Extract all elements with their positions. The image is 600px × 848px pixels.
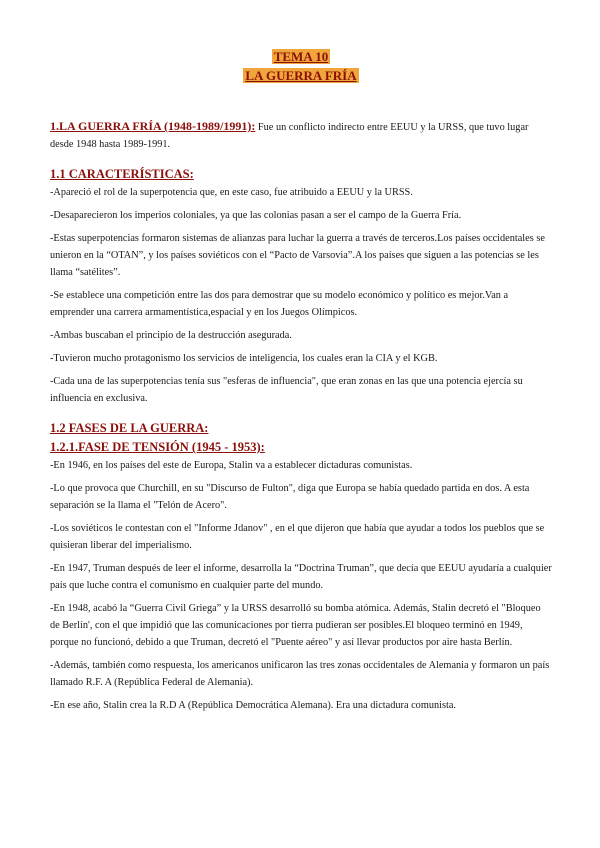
paragraph: -Los soviéticos le contestan con el "Informe Jdanov" , en el que dijeron que había que ayudar a todos los pueblos que se quisieran liberar del imperialismo. <box>50 523 545 551</box>
intro-text: Fue un conflicto indirecto entre EEUU y la URSS, que tuvo lugar desde 1948 hasta 1989-1991. <box>50 122 529 150</box>
intro-paragraph <box>50 118 552 153</box>
paragraph: -Estas superpotencias formaron sistemas de alianzas para luchar la guerra a través de terceros.Los países occidentales se unieron en la “OTAN”, y los países soviéticos con el “Pacto de Varsovia”.A los países que siguen a las potencias se les llama “satélites”. <box>50 233 545 278</box>
subsection-heading-tension: 1.2.1.FASE DE TENSIÓN (1945 - 1953): <box>50 440 265 454</box>
paragraph: -Apareció el rol de la superpotencia que, en este caso, fue atribuido a EEUU y la URSS. <box>50 187 413 198</box>
paragraph: -En 1946, en los países del este de Europa, Stalin va a establecer dictaduras comunistas. <box>50 460 413 471</box>
paragraph: -En ese año, Stalin crea la R.D A (República Democrática Alemana). Era una dictadura comunista. <box>50 700 457 711</box>
title-block <box>50 48 552 86</box>
paragraph: -Tuvieron mucho protagonismo los servicios de inteligencia, los cuales eran la CIA y el KGB. <box>50 353 438 364</box>
paragraph: -En 1947, Truman después de leer el informe, desarrolla la “Doctrina Truman”, que decía que EEUU ayudaría a cualquier país que luche contra el comunismo en cualquier parte del mundo. <box>50 563 552 591</box>
paragraph: -Ambas buscaban el principio de la destrucción asegurada. <box>50 330 292 341</box>
paragraph: -Se establece una competición entre las dos para demostrar que su modelo económico y político es mejor.Van a emprender una carrera armamentística,espacial y en los Juegos Olímpicos. <box>50 290 509 318</box>
paragraph: -Desaparecieron los imperios coloniales, ya que las colonias pasan a ser el campo de la Guerra Fría. <box>50 210 462 221</box>
document-title: LA GUERRA FRÍA <box>245 68 357 83</box>
paragraph: -Además, también como respuesta, los americanos unificaron las tres zonas occidentales de Alemania y formaron un país llamado R.F. A (República Federal de Alemania). <box>50 660 550 688</box>
section-heading-characteristics: 1.1 CARACTERÍSTICAS: <box>50 167 194 181</box>
document-title-topic: TEMA 10 <box>273 49 329 64</box>
intro-heading: 1.LA GUERRA FRÍA (1948-1989/1991): <box>50 119 256 133</box>
paragraph: -En 1948, acabó la “Guerra Civil Griega” y la URSS desarrolló su bomba atómica. Además, Stalin decretó el "Bloqueo de Berlín', con el que impidió que las comunicaciones por tierra pudieran ser posibles.El bloqueo terminó en 1949, porque no funcionó, debido a que Truman, decretó el "Puente aéreo" y así llevar productos por aire hasta Berlín. <box>50 603 541 648</box>
paragraph: -Cada una de las superpotencias tenía sus "esferas de influencia", que eran zonas en las que una potencia ejercía su influencia en exclusiva. <box>50 376 523 404</box>
paragraph: -Lo que provoca que Churchill, en su "Discurso de Fulton", diga que Europa se había quedado partida en dos. A esta separación se la llama el "Telón de Acero". <box>50 483 530 511</box>
section-heading-phases: 1.2 FASES DE LA GUERRA: <box>50 421 209 435</box>
